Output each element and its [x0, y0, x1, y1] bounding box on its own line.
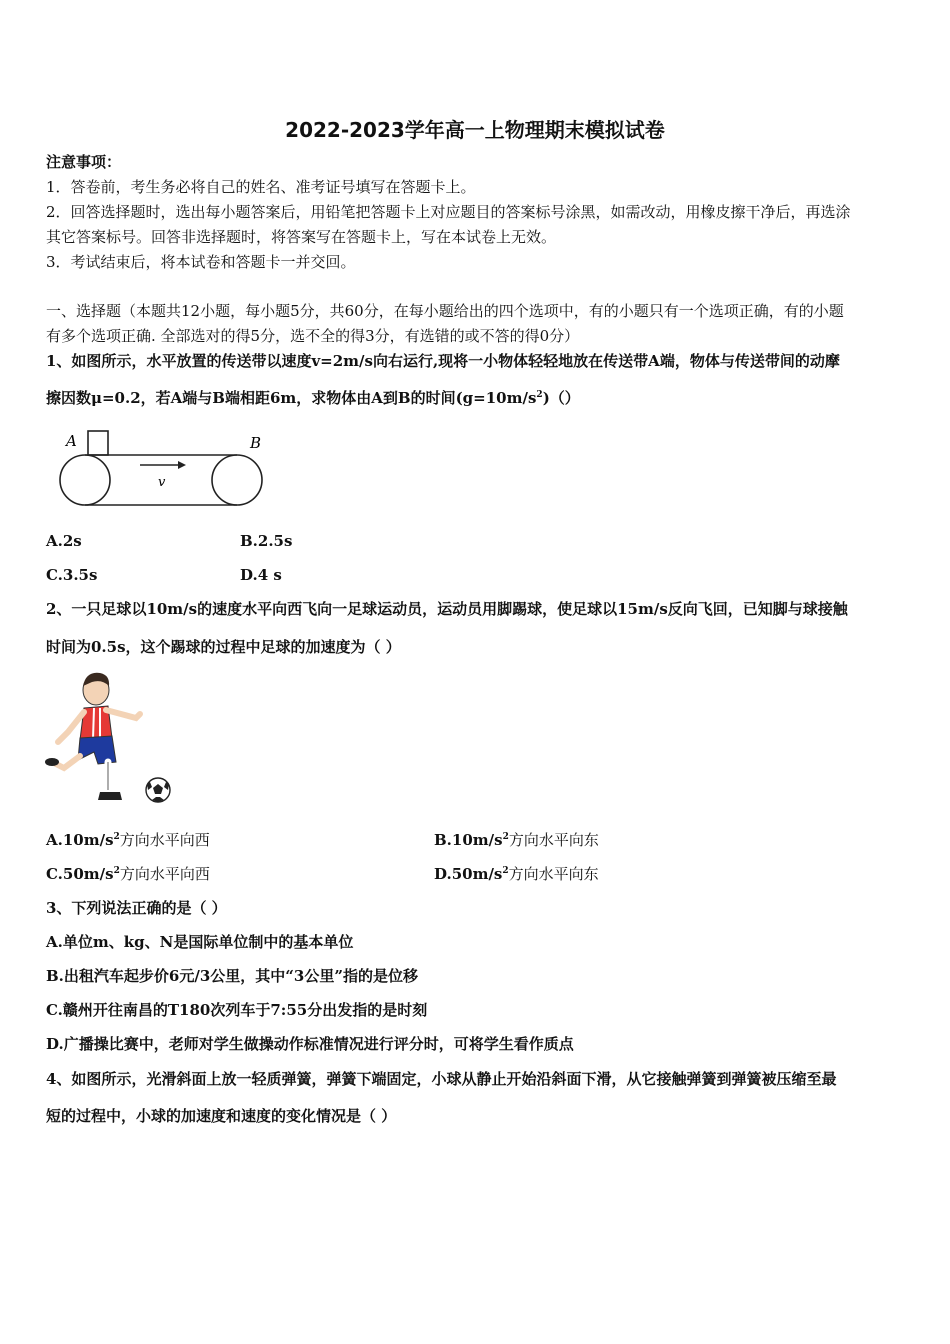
soccer-player-figure [44, 668, 179, 810]
q2-option-a-sup: 2 [113, 832, 120, 842]
notice-heading: 注意事项： [46, 153, 122, 171]
player-shoe-back [45, 758, 59, 766]
q3-option-a: A.单位m、kg、N是国际单位制中的基本单位 [46, 933, 354, 951]
q2-option-d-sup: 2 [502, 866, 509, 876]
q2-option-a-direction: 方向水平向西 [119, 831, 210, 849]
player-arm-right [106, 710, 140, 718]
q3-option-d: D.广播操比赛中，老师对学生做操动作标准情况进行评分时，可将学生看作质点 [46, 1035, 574, 1053]
q1-option-b: B.2.5s [240, 532, 293, 550]
label-v: v [158, 475, 166, 490]
notice-item-2-cont: 其它答案标号。回答非选择题时，将答案写在答题卡上，写在本试卷上无效。 [46, 228, 557, 246]
q2-option-c-value: C.50m/s [46, 865, 114, 883]
q2-option-d [434, 864, 599, 884]
left-pulley [60, 455, 110, 505]
q2-option-c-sup: 2 [113, 866, 120, 876]
velocity-arrowhead [178, 461, 186, 469]
player-shoe-front [98, 792, 122, 800]
q3-stem: 3、下列说法正确的是（ ） [46, 899, 227, 917]
section-heading-line1: 一、选择题（本题共12小题，每小题5分，共60分，在每小题给出的四个选项中，有的小题只有一个选项正确，有的小题 [46, 302, 844, 320]
section-heading-line2: 有多个选项正确. 全部选对的得5分，选不全的得3分，有选错的或不答的得0分） [46, 327, 580, 345]
q2-stem-line1: 2、一只足球以10m/s的速度水平向西飞向一足球运动员，运动员用脚踢球，使足球以15m/s反向飞回，已知脚与球接触 [46, 600, 848, 618]
q2-option-a [46, 830, 210, 850]
q2-option-a-value: A.10m/s [46, 831, 114, 849]
q3-option-c: C.赣州开往南昌的T180次列车于7:55分出发指的是时刻 [46, 1001, 428, 1019]
q1-stem-end: )（） [542, 389, 580, 407]
conveyor-belt-figure [52, 424, 272, 510]
label-b: B [250, 434, 262, 452]
q2-option-b-sup: 2 [502, 832, 509, 842]
q2-option-b-value: B.10m/s [434, 831, 503, 849]
q2-option-c-direction: 方向水平向西 [119, 865, 210, 883]
page-title: 2022-2023学年高一上物理期末模拟试卷 [285, 118, 665, 142]
notice-item-1: 1．答卷前，考生务必将自己的姓名、准考证号填写在答题卡上。 [46, 178, 476, 196]
q3-option-b: B.出租汽车起步价6元/3公里，其中“3公里”指的是位移 [46, 967, 418, 985]
q1-stem-sup: 2 [536, 390, 543, 400]
q2-option-c [46, 864, 210, 884]
q4-stem-line1: 4、如图所示，光滑斜面上放一轻质弹簧，弹簧下端固定，小球从静止开始沿斜面下滑，从它接触弹簧到弹簧被压缩至最 [46, 1070, 837, 1088]
q2-option-b-direction: 方向水平向东 [508, 831, 599, 849]
q2-stem-line2: 时间为0.5s，这个踢球的过程中足球的加速度为（ ） [46, 638, 401, 656]
shirt-stripe [93, 708, 94, 739]
q2-option-d-value: D.50m/s [434, 865, 503, 883]
q1-option-d: D.4 s [240, 566, 282, 584]
q1-stem-text: 擦因数μ=0.2，若A端与B端相距6m，求物体由A到B的时间(g=10m/s [46, 389, 537, 407]
label-a: A [66, 432, 77, 450]
notice-item-2: 2．回答选择题时，选出每小题答案后，用铅笔把答题卡上对应题目的答案标号涂黑，如需改动，用橡皮擦干净后，再选涂 [46, 203, 851, 221]
q1-option-c: C.3.5s [46, 566, 98, 584]
right-pulley [212, 455, 262, 505]
q1-stem-line1: 1、如图所示，水平放置的传送带以速度v=2m/s向右运行,现将一小物体轻轻地放在传送带A端，物体与传送带间的动摩 [46, 352, 840, 370]
q1-stem-line2 [46, 388, 906, 408]
block-object [88, 431, 108, 455]
q4-stem-line2: 短的过程中，小球的加速度和速度的变化情况是（ ） [46, 1107, 397, 1125]
q2-option-d-direction: 方向水平向东 [508, 865, 599, 883]
notice-item-3: 3．考试结束后，将本试卷和答题卡一并交回。 [46, 253, 356, 271]
q1-option-a: A.2s [46, 532, 82, 550]
q2-option-b [434, 830, 599, 850]
